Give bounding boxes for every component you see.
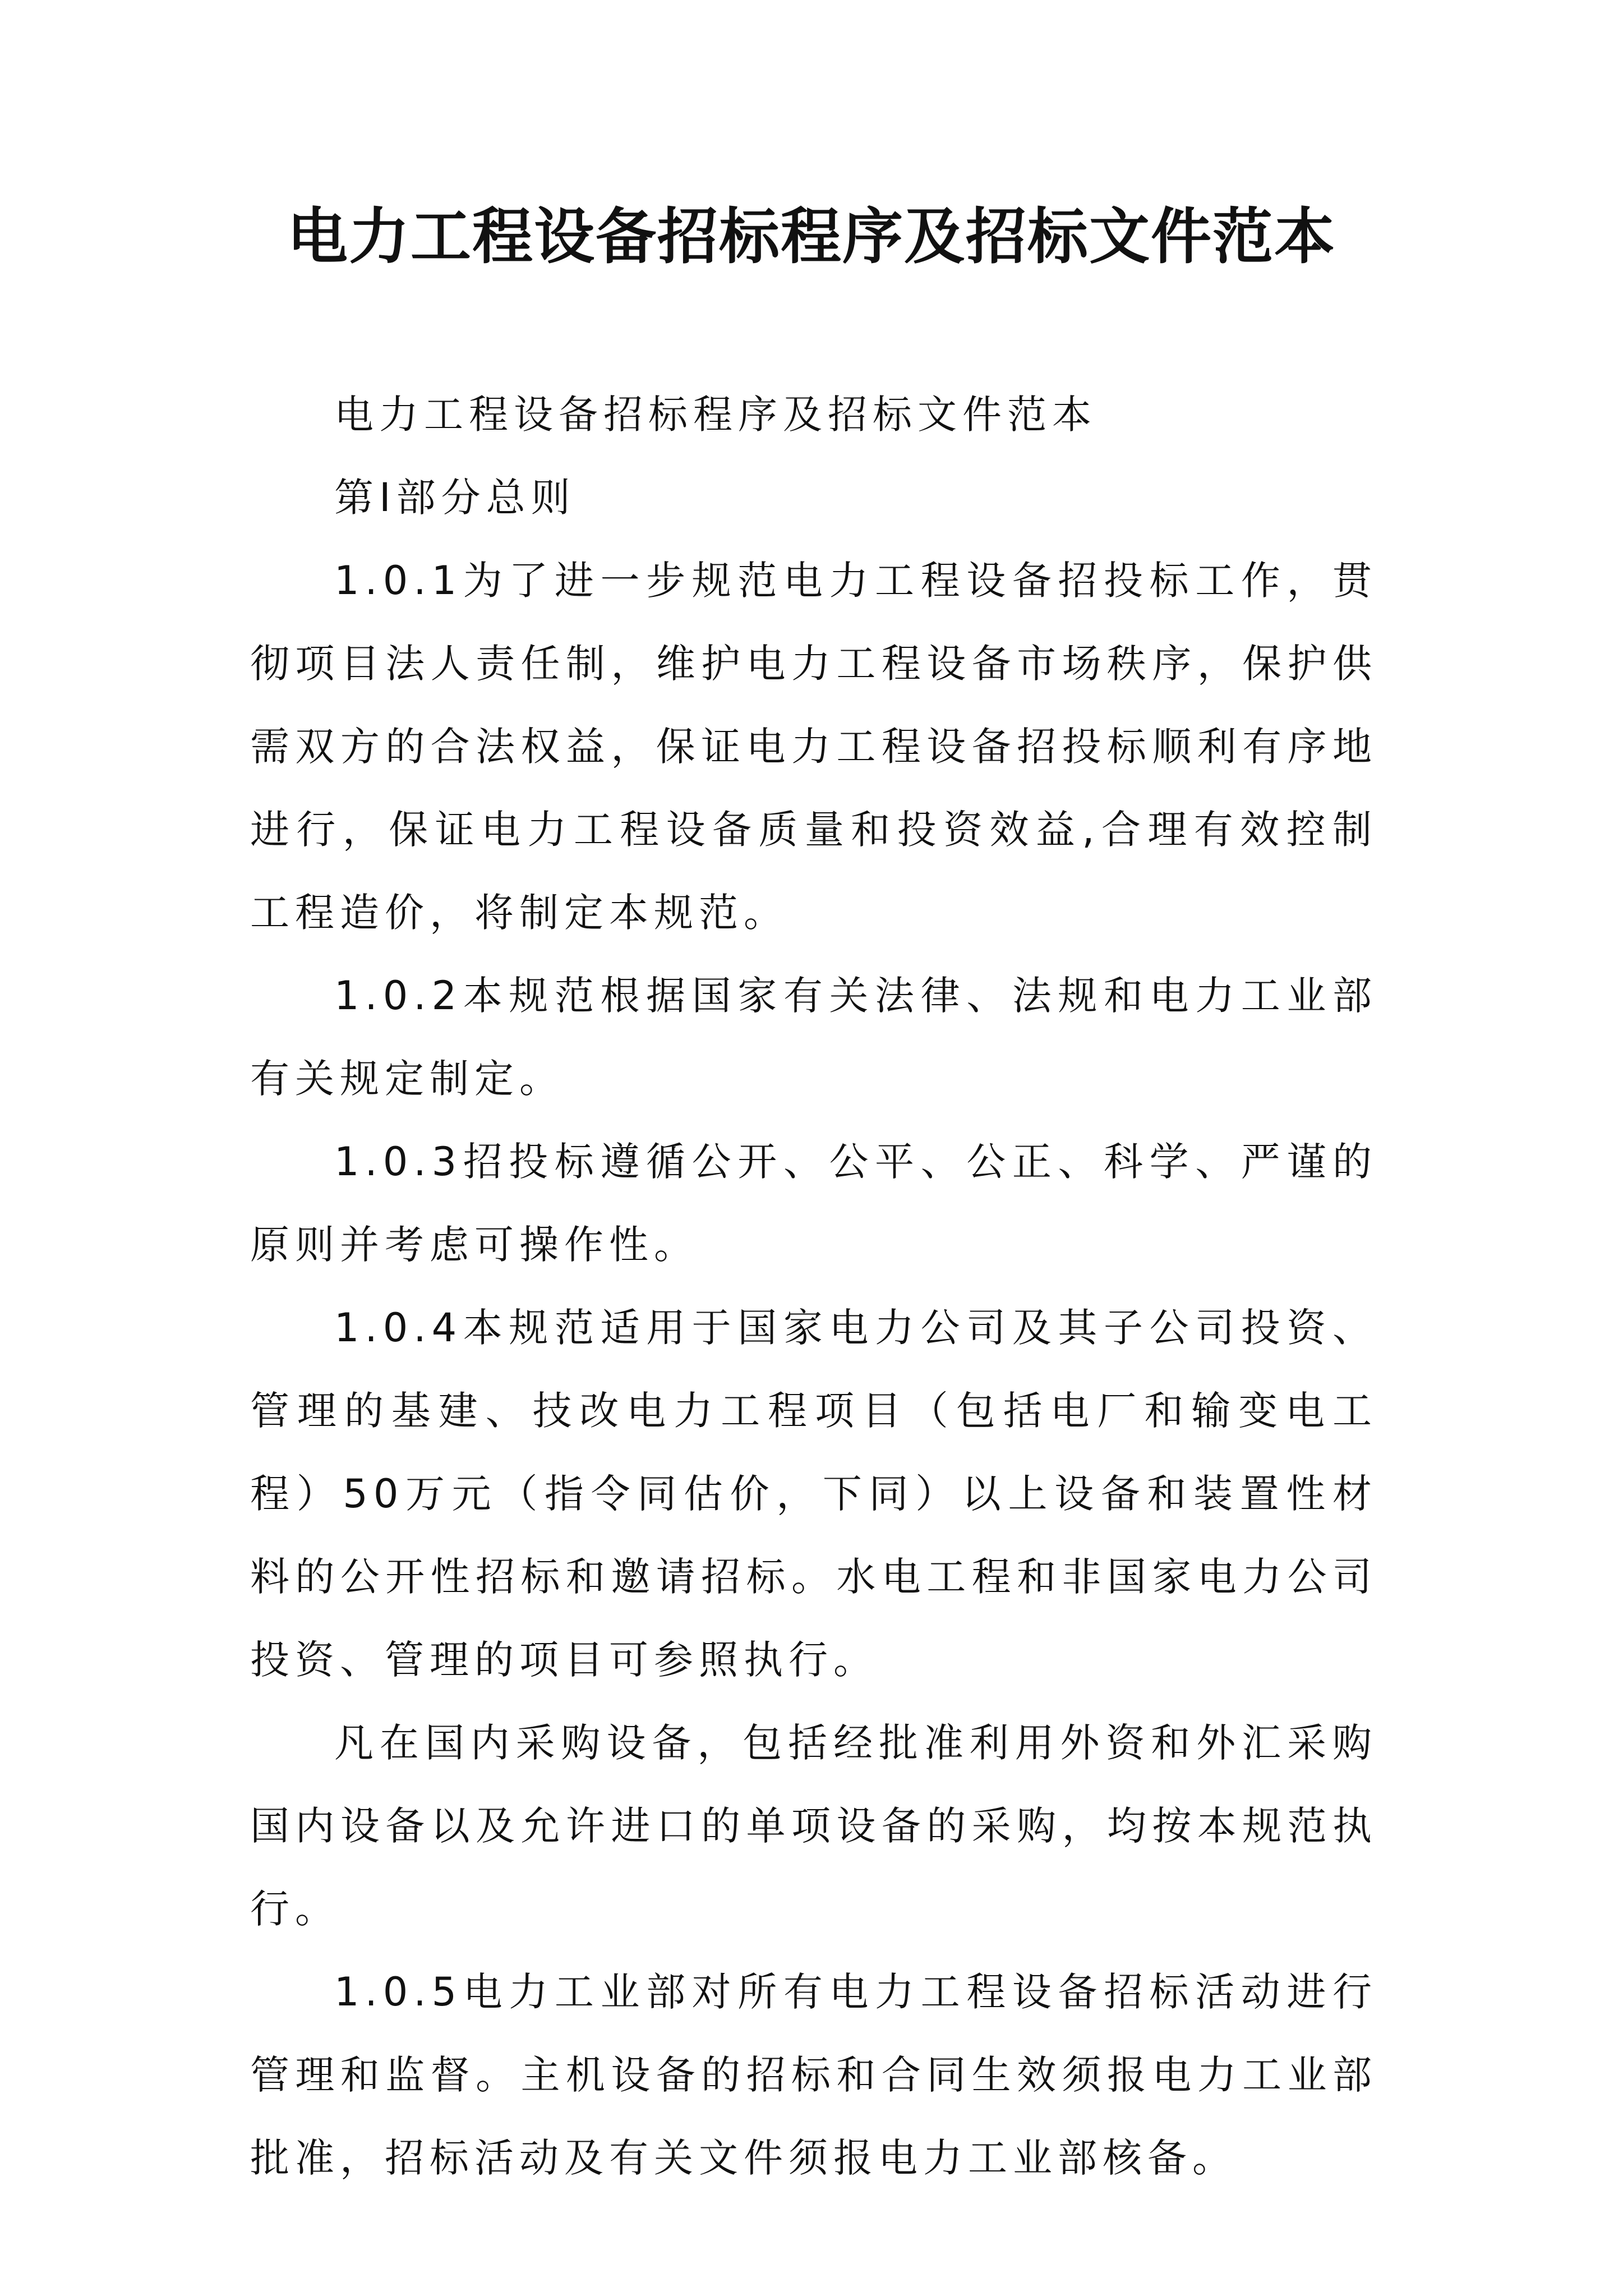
- paragraph-1-0-3: 1.0.3招投标遵循公开、公平、公正、科学、严谨的原则并考虑可操作性。: [250, 1139, 1377, 1268]
- paragraph-subtitle: 电力工程设备招标程序及招标文件范本: [334, 392, 1097, 438]
- document-body: [250, 373, 1377, 2200]
- paragraph-1-0-5: 1.0.5电力工业部对所有电力工程设备招标活动进行管理和监督。主机设备的招标和合同生效须报电力工业部批准，招标活动及有关文件须报电力工业部核备。: [250, 1969, 1377, 2181]
- paragraph-part-heading: 第Ⅰ部分总则: [334, 475, 576, 521]
- paragraph-1-0-1: 1.0.1为了进一步规范电力工程设备招投标工作，贯彻项目法人责任制，维护电力工程设备市场秩序，保护供需双方的合法权益，保证电力工程设备招投标顺利有序地进行，保证电力工程设备质量和投资效益,合理有效控制工程造价，将制定本规范。: [250, 558, 1377, 936]
- paragraph-domestic-procurement: 凡在国内采购设备，包括经批准利用外资和外汇采购国内设备以及允许进口的单项设备的采购，均按本规范执行。: [250, 1720, 1377, 1932]
- paragraph-1-0-4: 1.0.4本规范适用于国家电力公司及其子公司投资、管理的基建、技改电力工程项目（包括电厂和输变电工程）50万元（指令同估价，下同）以上设备和装置性材料的公开性招标和邀请招标。水电工程和非国家电力公司投资、管理的项目可参照执行。: [250, 1305, 1377, 1683]
- document-title: 电力工程设备招标程序及招标文件范本: [287, 201, 1336, 272]
- paragraph-1-0-2: 1.0.2本规范根据国家有关法律、法规和电力工业部有关规定制定。: [250, 973, 1377, 1102]
